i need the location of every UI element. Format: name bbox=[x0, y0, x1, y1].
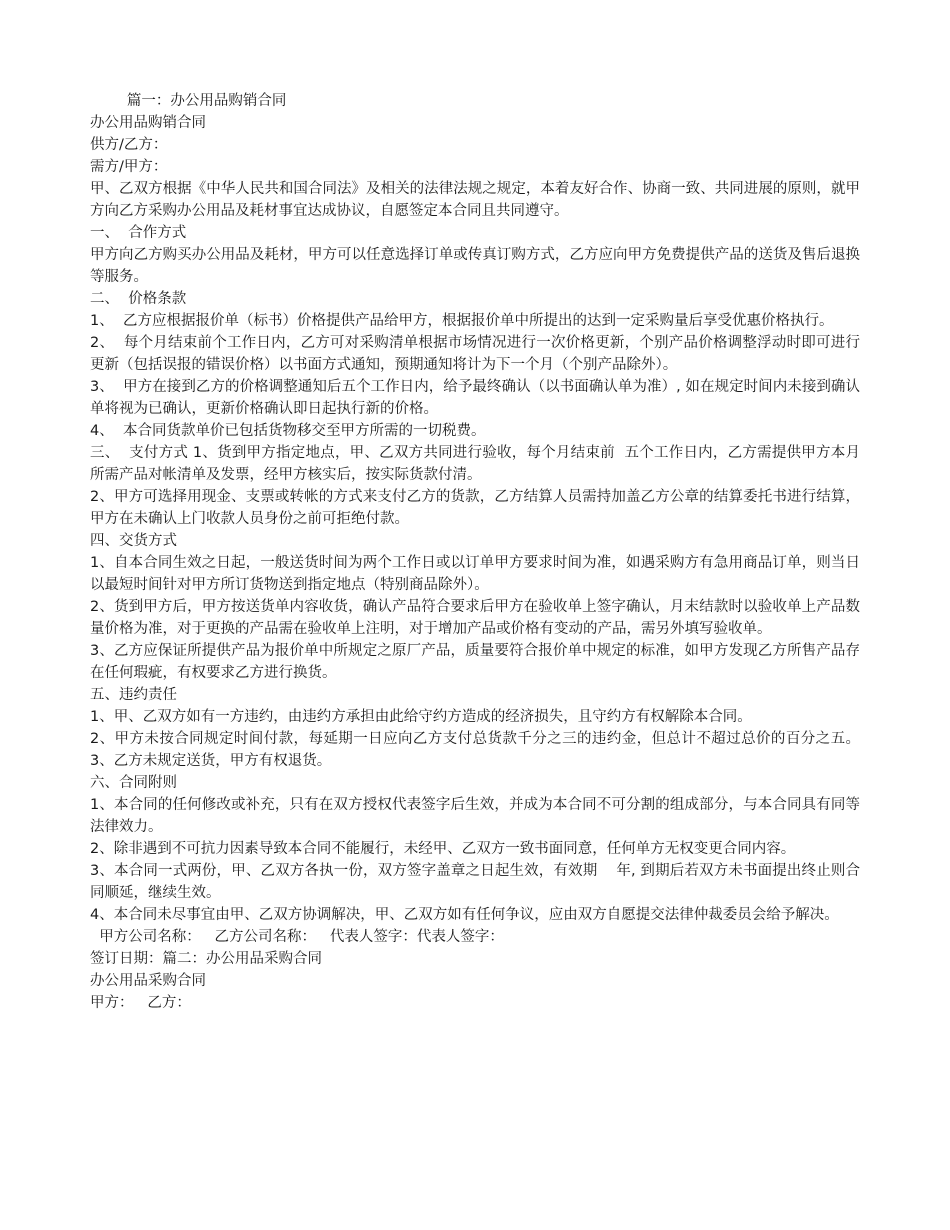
appendix-item-3: 3、本合同一式两份，甲、乙双方各执一份，双方签字盖章之日起生效，有效期 年, 到期后若双方未书面提出终止则合同顺延，继续生效。 bbox=[90, 863, 860, 901]
payment-item-1: 三、 支付方式 1、货到甲方指定地点，甲、乙双方共同进行验收，每个月结束前 五个工作日内，乙方需提供甲方本月所需产品对帐清单及发票，经甲方核实后，按实际货款付清。 bbox=[90, 445, 860, 483]
supplier-field: 供方/乙方： bbox=[90, 137, 168, 153]
price-item-3: 3、 甲方在接到乙方的价格调整通知后五个工作日内，给予最终确认（以书面确认单为准）, 如在规定时间内未接到确认单将视为已确认，更新价格确认即日起执行新的价格。 bbox=[90, 379, 860, 417]
breach-item-2: 2、甲方未按合同规定时间付款，每延期一日应向乙方支付总货款千分之三的违约金，但总计不超过总价的百分之五。3、乙方未规定送货，甲方有权退货。 bbox=[90, 731, 860, 769]
parties-line: 甲方： 乙方： bbox=[90, 995, 191, 1011]
delivery-item-2: 2、货到甲方后，甲方按送货单内容收货，确认产品符合要求后甲方在验收单上签字确认，月末结款时以验收单上产品数量价格为准，对于更换的产品需在验收单上注明，对于增加产品或价格有变动的产品，需另外填写验收单。 bbox=[90, 599, 860, 637]
clause-heading-breach: 五、违约责任 bbox=[90, 687, 177, 703]
appendix-item-1: 1、本合同的任何修改或补充，只有在双方授权代表签字后生效，并成为本合同不可分割的组成部分，与本合同具有同等法律效力。 bbox=[90, 797, 860, 835]
buyer-field: 需方/甲方： bbox=[90, 159, 168, 175]
breach-item-1: 1、甲、乙双方如有一方违约，由违约方承担由此给守约方造成的经济损失，且守约方有权解除本合同。 bbox=[90, 709, 752, 725]
section-heading: 篇一：办公用品购销合同 bbox=[90, 93, 287, 109]
second-contract-title: 办公用品采购合同 bbox=[90, 973, 206, 989]
signature-line: 甲方公司名称： 乙方公司名称： 代表人签字：代表人签字： bbox=[90, 929, 504, 945]
clause-heading-delivery: 四、交货方式 bbox=[90, 533, 177, 549]
contract-document bbox=[90, 90, 860, 1014]
price-item-4: 4、 本合同货款单价已包括货物移交至甲方所需的一切税费。 bbox=[90, 423, 486, 439]
contract-title: 办公用品购销合同 bbox=[90, 115, 206, 131]
sign-date-line: 签订日期：篇二：办公用品采购合同 bbox=[90, 951, 322, 967]
clause-heading-price: 二、 价格条款 bbox=[90, 291, 187, 307]
price-item-1: 1、 乙方应根据报价单（标书）价格提供产品给甲方，根据报价单中所提出的达到一定采购量后享受优惠价格执行。 bbox=[90, 313, 834, 329]
appendix-item-2: 2、除非遇到不可抗力因素导致本合同不能履行，未经甲、乙双方一致书面同意，任何单方无权变更合同内容。 bbox=[90, 841, 796, 857]
payment-item-2: 2、甲方可选择用现金、支票或转帐的方式来支付乙方的货款，乙方结算人员需持加盖乙方公章的结算委托书进行结算，甲方在未确认上门收款人员身份之前可拒绝付款。 bbox=[90, 489, 860, 527]
clause-heading-cooperation: 一、 合作方式 bbox=[90, 225, 187, 241]
clause-heading-appendix: 六、合同附则 bbox=[90, 775, 177, 791]
cooperation-paragraph: 甲方向乙方购买办公用品及耗材，甲方可以任意选择订单或传真订购方式，乙方应向甲方免费提供产品的送货及售后退换等服务。 bbox=[90, 247, 860, 285]
delivery-item-3: 3、乙方应保证所提供产品为报价单中所规定之原厂产品，质量要符合报价单中规定的标准，如甲方发现乙方所售产品存在任何瑕疵，有权要求乙方进行换货。 bbox=[90, 643, 860, 681]
appendix-item-4: 4、本合同未尽事宜由甲、乙双方协调解决，甲、乙双方如有任何争议，应由双方自愿提交法律仲裁委员会给予解决。 bbox=[90, 907, 839, 923]
delivery-item-1: 1、自本合同生效之日起，一般送货时间为两个工作日或以订单甲方要求时间为准，如遇采购方有急用商品订单，则当日以最短时间针对甲方所订货物送到指定地点（特别商品除外）。 bbox=[90, 555, 860, 593]
preamble-paragraph: 甲、乙双方根据《中华人民共和国合同法》及相关的法律法规之规定，本着友好合作、协商一致、共同进展的原则，就甲方向乙方采购办公用品及耗材事宜达成协议，自愿签定本合同且共同遵守。 bbox=[90, 181, 860, 219]
price-item-2: 2、 每个月结束前个工作日内，乙方可对采购清单根据市场情况进行一次价格更新，个别产品价格调整浮动时即可进行更新（包括误报的错误价格）以书面方式通知，预期通知将计为下一个月（个别产品除外）。 bbox=[90, 335, 860, 373]
